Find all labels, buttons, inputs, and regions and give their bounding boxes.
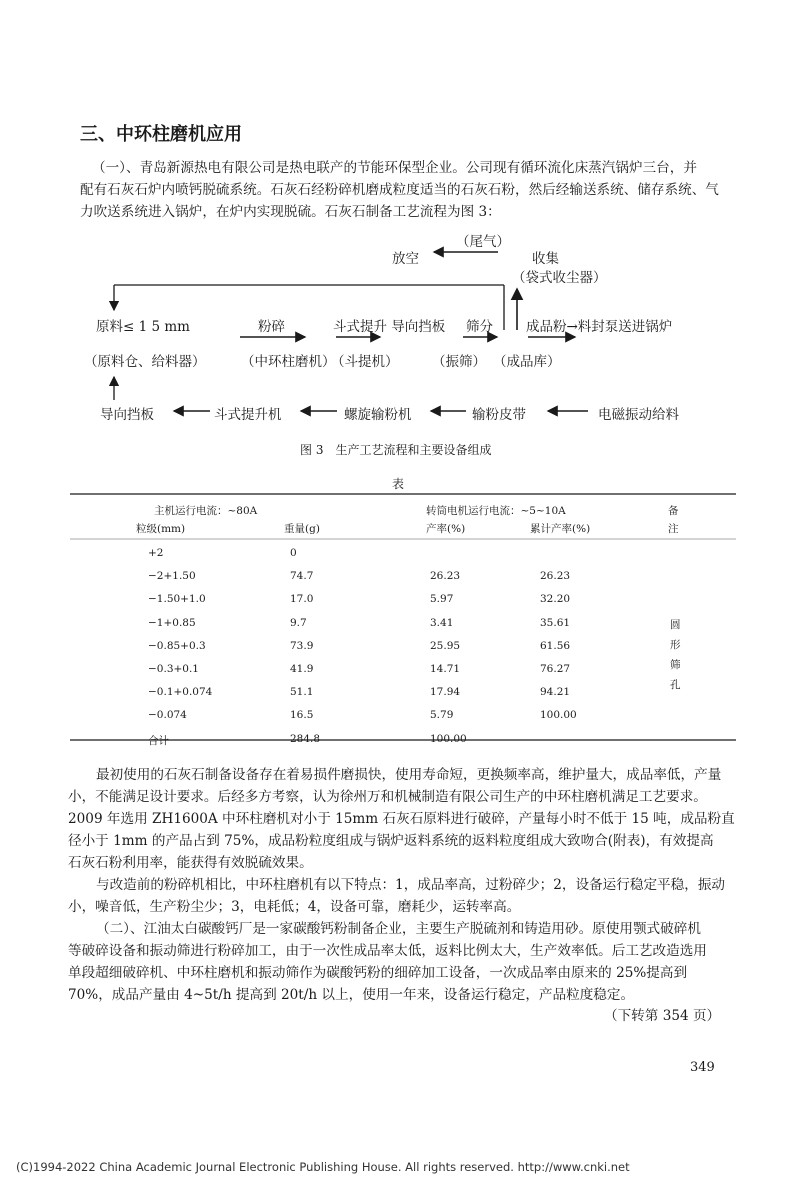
table-cell: 74.7: [290, 570, 314, 583]
table-cell: −0.1+0.074: [148, 686, 213, 699]
copyright-footer: (C)1994-2022 China Academic Journal Electronic Publishing House. All rights reserved. http://www.cnki.net: [16, 1160, 630, 1174]
table-side-note: 形: [670, 639, 681, 651]
table-cell: 5.97: [430, 593, 454, 606]
paragraph-line: 石灰石粉利用率，能获得有效脱硫效果。: [68, 855, 313, 871]
flow-tail-gas: （尾气）: [456, 234, 510, 250]
table-cell: 17.94: [430, 686, 461, 699]
table-cell: 73.9: [290, 639, 314, 652]
table-cell: 3.41: [430, 616, 454, 629]
flow-mill: （中环柱磨机）: [241, 354, 336, 370]
table-side-note: 圆: [670, 619, 681, 631]
table-header-weight: 重量(g): [284, 523, 320, 535]
table-cell: 5.79: [430, 709, 454, 722]
table-cell: +2: [148, 547, 164, 559]
continued-note: （下转第 354 页）: [604, 1008, 721, 1024]
paragraph-line: 与改造前的粉碎机相比，中环柱磨机有以下特点：1，成品率高，过粉碎少；2，设备运行稳定平稳，振动: [96, 877, 726, 893]
flow-bucket: 斗式提升 导向挡板: [333, 319, 446, 335]
table-title: 表: [392, 477, 405, 491]
table-cell: −1+0.85: [148, 616, 196, 629]
table-header-yield: 产率(%): [426, 523, 466, 535]
table-cell: −1.50+1.0: [148, 593, 206, 606]
table-main-current: 主机运行电流：~80A: [154, 505, 258, 517]
paragraph-line: 2009 年选用 ZH1600A 中环柱磨机对小于 15mm 石灰石原料进行破碎，产量每小时不低于 15 吨，成品粉直: [68, 811, 735, 827]
table-cell: 61.56: [540, 639, 571, 652]
section-title: 三、中环柱磨机应用: [80, 124, 242, 145]
paragraph-line: （二）、江油太白碳酸钙厂是一家碳酸钙粉制备企业，主要生产脱硫剂和铸造用砂。原使用颚式破碎机: [96, 921, 701, 937]
intro-line: （一）、青岛新源热电有限公司是热电联产的节能环保型企业。公司现有循环流化床蒸汽锅炉三台，并: [92, 160, 697, 176]
paragraph-2: [68, 764, 736, 874]
flow-raw-equipment: （原料仓、给料器）: [84, 354, 206, 370]
flow-crush: 粉碎: [258, 319, 285, 335]
flow-screen: 筛分: [466, 319, 493, 335]
table-cell: 9.7: [290, 616, 307, 629]
table-cell: 41.9: [290, 663, 314, 675]
flow-guide-plate: 导向挡板: [100, 407, 154, 423]
flow-belt: 输粉皮带: [472, 407, 526, 423]
table-cell: 合计: [148, 734, 169, 747]
paragraph-line: 等破碎设备和振动筛进行粉碎加工，由于一次性成品率太低，返料比例太大，生产效率低。后工艺改造选用: [68, 943, 707, 959]
flow-raw: 原料≤ 1 5 mm: [96, 319, 190, 335]
table-cell: 25.95: [430, 639, 461, 652]
figure-caption: 图 3 生产工艺流程和主要设备组成: [300, 443, 492, 457]
flow-feeder: 电磁振动给料: [598, 407, 679, 423]
table-cell: 14.71: [430, 663, 461, 675]
table-cell: 0: [290, 547, 297, 559]
table-cell: 26.23: [430, 570, 461, 583]
flow-elevator: （斗提机）: [331, 354, 399, 370]
intro-line: 配有石灰石炉内喷钙脱硫系统。石灰石经粉碎机磨成粒度适当的石灰石粉，然后经输送系统、储存系统、气: [80, 182, 719, 198]
paragraph-line: 单段超细破碎机、中环柱磨机和振动筛作为碳酸钙粉的细碎加工设备，一次成品率由原来的 25%提高到: [68, 965, 688, 981]
page-number: 349: [690, 1060, 715, 1075]
flow-bag-filter: （袋式收尘器）: [512, 270, 607, 286]
table-cell: 17.0: [290, 593, 314, 606]
table-cell: −0.074: [148, 709, 187, 722]
table-screen-current: 转筒电机运行电流：~5~10A: [426, 505, 566, 517]
paragraph-line: 小，不能满足设计要求。后经多方考察，认为徐州万和机械制造有限公司生产的中环柱磨机满足工艺要求。: [68, 789, 707, 805]
table-cell: 76.27: [540, 663, 571, 675]
paragraph-line: 最初使用的石灰石制备设备存在着易损件磨损快，使用寿命短，更换频率高，维护量大，成品率低，产量: [96, 767, 722, 783]
paragraph-3: [68, 874, 736, 918]
flow-product: 成品粉→料封泵送进锅炉: [526, 319, 673, 335]
flow-screw-conveyor: 螺旋输粉机: [344, 407, 412, 423]
table-header-cumulative: 累计产率(%): [530, 523, 591, 535]
table-remark-1: 备: [668, 505, 679, 517]
table-side-note: 孔: [670, 679, 681, 691]
table-side-note: 筛: [670, 659, 681, 671]
table-cell: −0.85+0.3: [148, 639, 206, 652]
paragraph-line: 70%，成品产量由 4~5t/h 提高到 20t/h 以上，使用一年来，设备运行稳定，产品粒度稳定。: [68, 987, 635, 1003]
table-cell: 100.00: [430, 732, 467, 745]
table-cell: 16.5: [290, 709, 314, 722]
table-cell: 32.20: [540, 593, 571, 606]
paragraph-line: 径小于 1mm 的产品占到 75%，成品粉粒度组成与锅炉返料系统的返料粒度组成大致吻合(附表)，有效提高: [68, 833, 714, 849]
flow-bucket-elevator: 斗式提升机: [214, 407, 282, 423]
table-cell: −2+1.50: [148, 570, 196, 583]
intro-line: 力吹送系统进入锅炉，在炉内实现脱硫。石灰石制备工艺流程为图 3：: [80, 204, 501, 220]
table-cell: 35.61: [540, 616, 571, 629]
table-cell: 100.00: [540, 709, 577, 722]
table-remark-2: 注: [668, 523, 679, 535]
flow-vib-screen: （振筛）: [432, 354, 486, 370]
table-header-grain: 粒级(mm): [136, 523, 186, 535]
flow-warehouse: （成品库）: [493, 354, 561, 370]
table-cell: 284.8: [290, 732, 321, 745]
table-cell: 26.23: [540, 570, 571, 583]
flow-collect: 收集: [532, 251, 559, 267]
table-cell: 51.1: [290, 686, 314, 699]
flow-vent: 放空: [392, 251, 419, 267]
table-cell: 94.21: [540, 686, 571, 699]
table-cell: −0.3+0.1: [148, 663, 199, 675]
paragraph-line: 小，噪音低，生产粉尘少；3，电耗低；4，设备可靠，磨耗少，运转率高。: [68, 899, 521, 915]
paragraph-4: [68, 918, 736, 1006]
